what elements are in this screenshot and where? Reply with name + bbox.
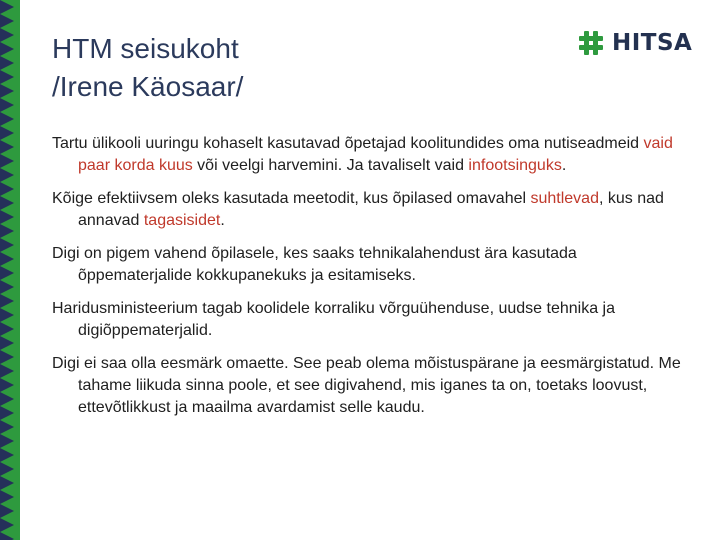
paragraph-3: Digi on pigem vahend õpilasele, kes saaks tehnikalahendust ära kasutada õppematerjalide kokkupanekuks ja esitamiseks. [52,245,577,284]
title-line-2: /Irene Käosaar/ [52,71,244,102]
highlight-text: infootsinguks [468,157,562,174]
paragraph-text: või veelgi harvemini. Ja tavaliselt vaid [192,157,469,174]
paragraph-text: . [220,212,225,229]
highlight-text: suhtlevad [530,190,599,207]
paragraph-text: , kus nad annavad [78,190,664,229]
hash-icon [578,30,604,56]
paragraph-5: Digi ei saa olla eesmärk omaette. See peab olema mõistuspärane ja eesmärgistatud. Me tahame liikuda sinna poole, et see digivahend, mis iganes ta on, toetaks loovust, ettevõtlikkust ja maailma avardamist selle kaudu. [52,355,681,416]
paragraph-text: Kõige efektiivsem oleks kasutada meetodit, kus õpilased omavahel [52,190,531,207]
highlight-text: vaid paar korda kuus [78,135,673,174]
paragraph-1 [52,133,692,177]
paragraph-text: Tartu ülikooli uuringu kohaselt kasutavad õpetajad koolitundides oma nutiseadmeid [52,135,644,152]
highlight-text: tagasisidet [143,212,221,229]
paragraph-4: Haridusministeerium tagab koolidele korraliku võrguühenduse, uudse tehnika ja digiõppematerjalid. [52,300,615,339]
decorative-stripe [0,0,20,540]
paragraph-2 [52,188,692,232]
hitsa-logo [578,30,692,56]
title-line-1: HTM seisukoht [52,33,239,64]
slide-content [52,133,692,430]
logo-text: HITSA [612,30,693,56]
paragraph-text: . [561,157,567,174]
page-title [52,30,512,106]
